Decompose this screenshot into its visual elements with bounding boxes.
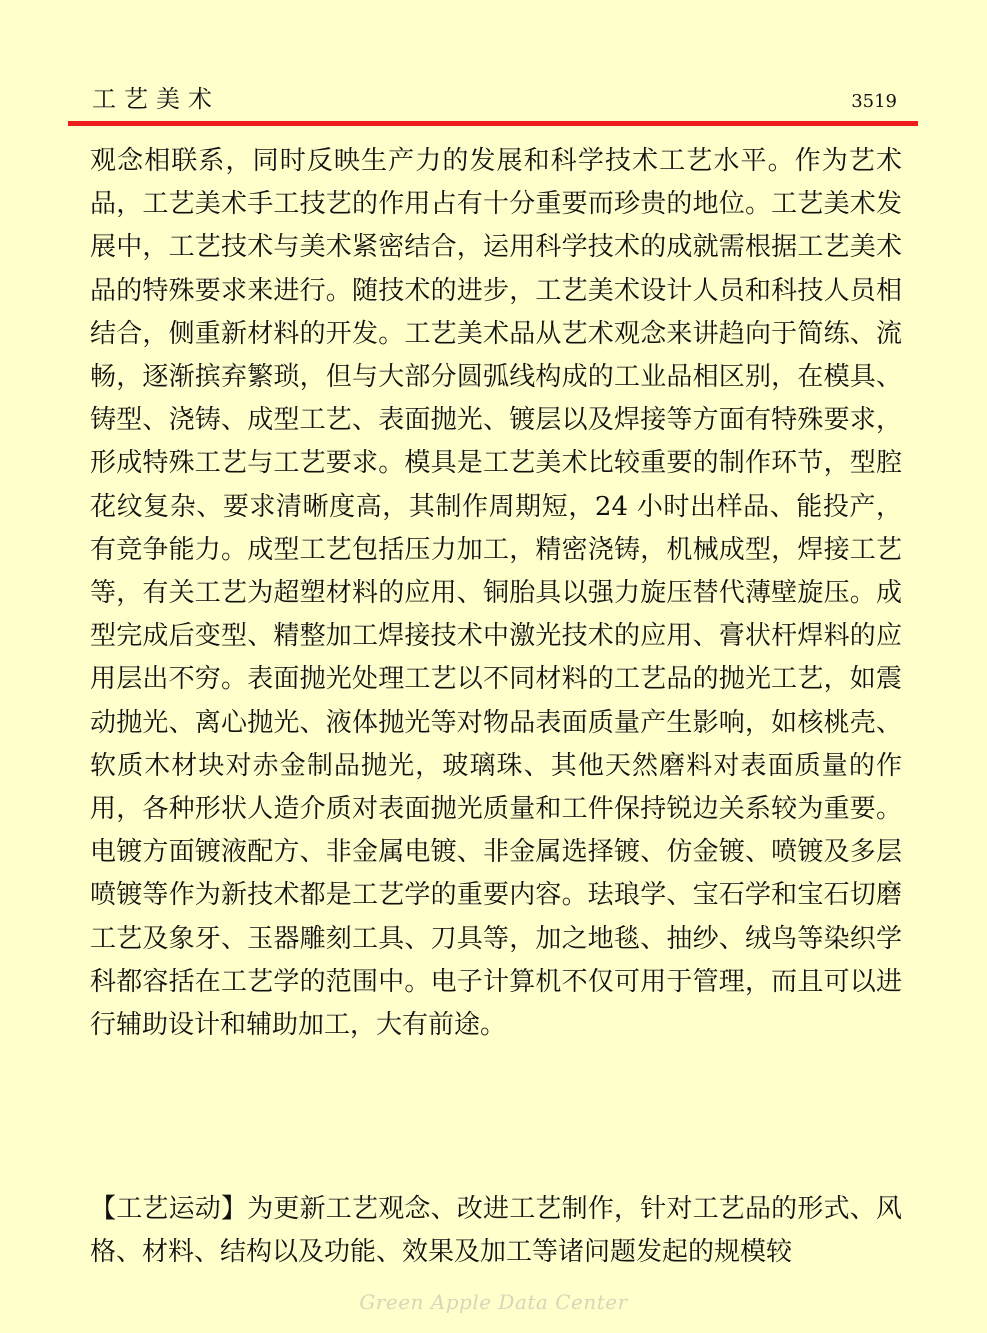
body-text-part-2: 小时出样品、能投产，有竞争能力。成型工艺包括压力加工，精密浇铸，机械成型，焊接工艺等，有关工艺为超塑材料的应用、铜胎具以强力旋压替代薄壁旋压。成型完成后变型、精整加工焊接技术中激光技术的应用、膏状杆焊料的应用层出不穷。表面抛光处理工艺以不同材料的工艺品的抛光工艺，如震动抛光、离心抛光、液体抛光等对物品表面质量产生影响，如核桃壳、软质木材块对赤金制品抛光，玻璃珠、其他天然磨料对表面质量的作用，各种形状人造介质对表面抛光质量和工件保持锐边关系较为重要。电镀方面镀液配方、非金属电镀、非金属选择镀、仿金镀、喷镀及多层喷镀等作为新技术都是工艺学的重要内容。珐琅学、宝石学和宝石切磨工艺及象牙、玉器雕刻工具、刀具等，加之地毯、抽纱、绒鸟等染织学科都容括在工艺学的范围中。电子计算机不仅可用于管理，而且可以进行辅助设计和辅助加工，大有前途。 xyxy=(90,491,902,1041)
body-number: 24 xyxy=(594,491,628,522)
watermark-text: Green Apple Data Center xyxy=(359,1290,628,1314)
running-header-title: 工艺美术 xyxy=(92,85,220,113)
entry-term: 【工艺运动】 xyxy=(90,1194,248,1224)
dictionary-entry xyxy=(90,1188,902,1274)
body-text-part-1: 观念相联系，同时反映生产力的发展和科学技术工艺水平。作为艺术品，工艺美术手工技艺的作用占有十分重要而珍贵的地位。工艺美术发展中，工艺技术与美术紧密结合，运用科学技术的成就需根据工艺美术品的特殊要求来进行。随技术的进步，工艺美术设计人员和科技人员相结合，侧重新材料的开发。工艺美术品从艺术观念来讲趋向于简练、流畅，逐渐摈弃繁琐，但与大部分圆弧线构成的工业品相区别，在模具、铸型、浇铸、成型工艺、表面抛光、镀层以及焊接等方面有特殊要求，形成特殊工艺与工艺要求。模具是工艺美术比较重要的制作环节，型腔花纹复杂、要求清晰度高，其制作周期短， xyxy=(90,146,902,522)
header-divider-rule xyxy=(68,121,918,126)
entry-definition: 为更新工艺观念、改进工艺制作，针对工艺品的形式、风格、材料、结构以及功能、效果及加工等诸问题发起的规模较 xyxy=(90,1194,902,1267)
page-number: 3519 xyxy=(851,91,897,112)
body-paragraph xyxy=(90,140,902,1047)
